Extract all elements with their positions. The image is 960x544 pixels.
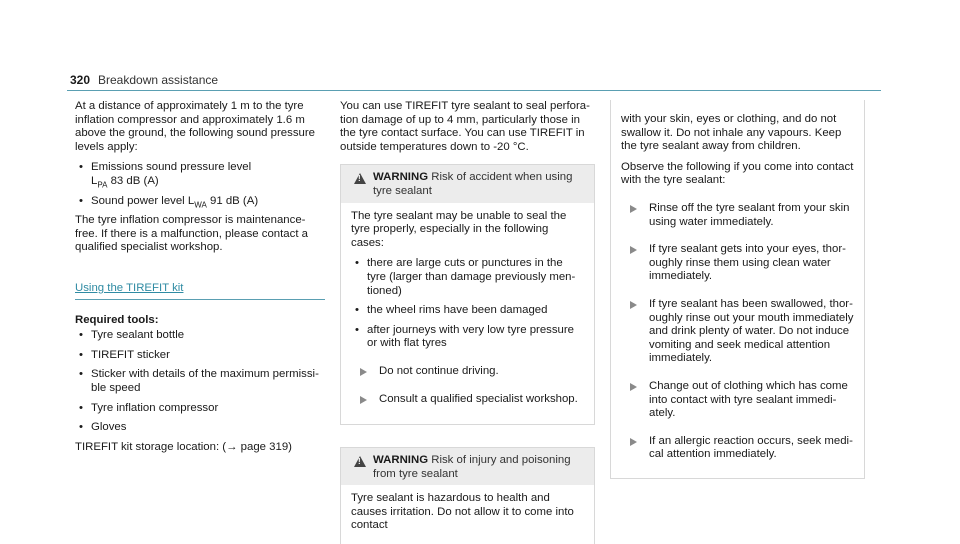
page-number: 320: [70, 73, 91, 87]
warning-triangle-icon: [354, 456, 366, 467]
list-item: • Tyre inflation compressor: [75, 402, 325, 416]
warning-cases-list: [351, 257, 584, 351]
tirefit-intro: You can use TIREFIT tyre sealant to seal perforation damage of up to 4 mm, particularly those in the tyre contact surface. You can use TIREFIT in outside temperatures down to -20 °C.: [340, 100, 590, 153]
sound-intro: At a distance of approximately 1 m to the tyre inflation compressor and approximately 1.6 m above the ground, the following sound pressure levels apply:: [75, 100, 315, 153]
step-arrow-icon: [630, 383, 637, 391]
page-title: Breakdown assistance: [98, 73, 219, 87]
warning-box-accident: [340, 164, 595, 425]
step-arrow-icon: [630, 205, 637, 213]
warning-label: WARNING: [373, 171, 429, 184]
warning-box-continuation: [610, 100, 865, 479]
storage-location: TIREFIT kit storage location: (→ page 319): [75, 440, 292, 453]
tools-list: [75, 329, 325, 435]
list-item: Do not continue driving.: [351, 365, 584, 379]
continuation-text: with your skin, eyes or clothing, and do not swallow it. Do not inhale any vapours. Keep the tyre sealant away from children.: [621, 113, 842, 153]
step-arrow-icon: [630, 438, 637, 446]
list-item: If tyre sealant gets into your eyes, thoroughly rinse them using clean water immediately.: [621, 243, 854, 284]
list-item: • TIREFIT sticker: [75, 349, 325, 363]
list-item: Rinse off the tyre sealant from your skin using water immediately.: [621, 202, 854, 229]
sound-levels-list: [75, 161, 325, 208]
list-item: • Emissions sound pressure level $L_{PA}$ 83 dB (A): [75, 161, 325, 188]
list-item: Change out of clothing which has come into contact with tyre sealant immediately.: [621, 380, 854, 421]
list-item: If an allergic reaction occurs, seek medical attention immediately.: [621, 435, 854, 462]
warning-title: Risk of accident when using tyre sealant: [373, 171, 573, 197]
warning-header: [341, 165, 594, 202]
warning-body: Tyre sealant is hazardous to health and causes irritation. Do not allow it to come into contact: [351, 492, 574, 532]
page-reference-link[interactable]: page 319): [237, 440, 292, 453]
warning-box-injury: [340, 447, 595, 544]
first-aid-steps: [621, 202, 854, 462]
list-item: • Gloves: [75, 421, 325, 435]
list-item: • Sound power level $L_{WA}$ 91 dB (A): [75, 195, 325, 209]
observe-text: Observe the following if you come into contact with the tyre sealant:: [621, 160, 854, 187]
list-item: • Sticker with details of the maximum permissible speed: [75, 368, 325, 395]
page-header: [67, 72, 881, 91]
list-item: • after journeys with very low tyre pressure or with flat tyres: [351, 324, 584, 351]
warning-body: The tyre sealant may be unable to seal the tyre properly, especially in the following cases: • there are large cuts or punctures in the tyre (larger than damage previously mentioned) • the wheel rims have been damaged • after journeys with very low tyre pressure or with flat tyres Do not continue driving. Consult a qualified specialist workshop.: [341, 203, 594, 425]
list-item: Consult a qualified specialist workshop.: [351, 393, 584, 407]
step-arrow-icon: [630, 301, 637, 309]
warning-label: WARNING: [373, 454, 429, 467]
column-left: [75, 100, 325, 461]
step-arrow-icon: [360, 396, 367, 404]
section-heading-tirefit[interactable]: Using the TIREFIT kit: [75, 282, 325, 300]
arrow-right-icon: →: [226, 440, 238, 453]
column-middle: [340, 100, 595, 544]
step-arrow-icon: [360, 368, 367, 376]
list-item: • there are large cuts or punctures in the tyre (larger than damage previously mentioned): [351, 257, 584, 298]
list-item: If tyre sealant has been swallowed, thoroughly rinse out your mouth immediately and drink plenty of water. Do not induce vomiting and seek medical attention immediately.: [621, 298, 854, 366]
list-item: • the wheel rims have been damaged: [351, 304, 584, 318]
maintenance-text: The tyre inflation compressor is maintenance-free. If there is a malfunction, please contact a qualified specialist workshop.: [75, 214, 309, 254]
required-tools-heading: Required tools:: [75, 313, 159, 326]
step-arrow-icon: [630, 246, 637, 254]
warning-triangle-icon: [354, 173, 366, 184]
list-item: • Tyre sealant bottle: [75, 329, 325, 343]
warning-steps-list: [351, 365, 584, 406]
warning-title: Risk of injury and poisoning from tyre sealant: [373, 454, 571, 480]
warning-header: [341, 448, 594, 485]
